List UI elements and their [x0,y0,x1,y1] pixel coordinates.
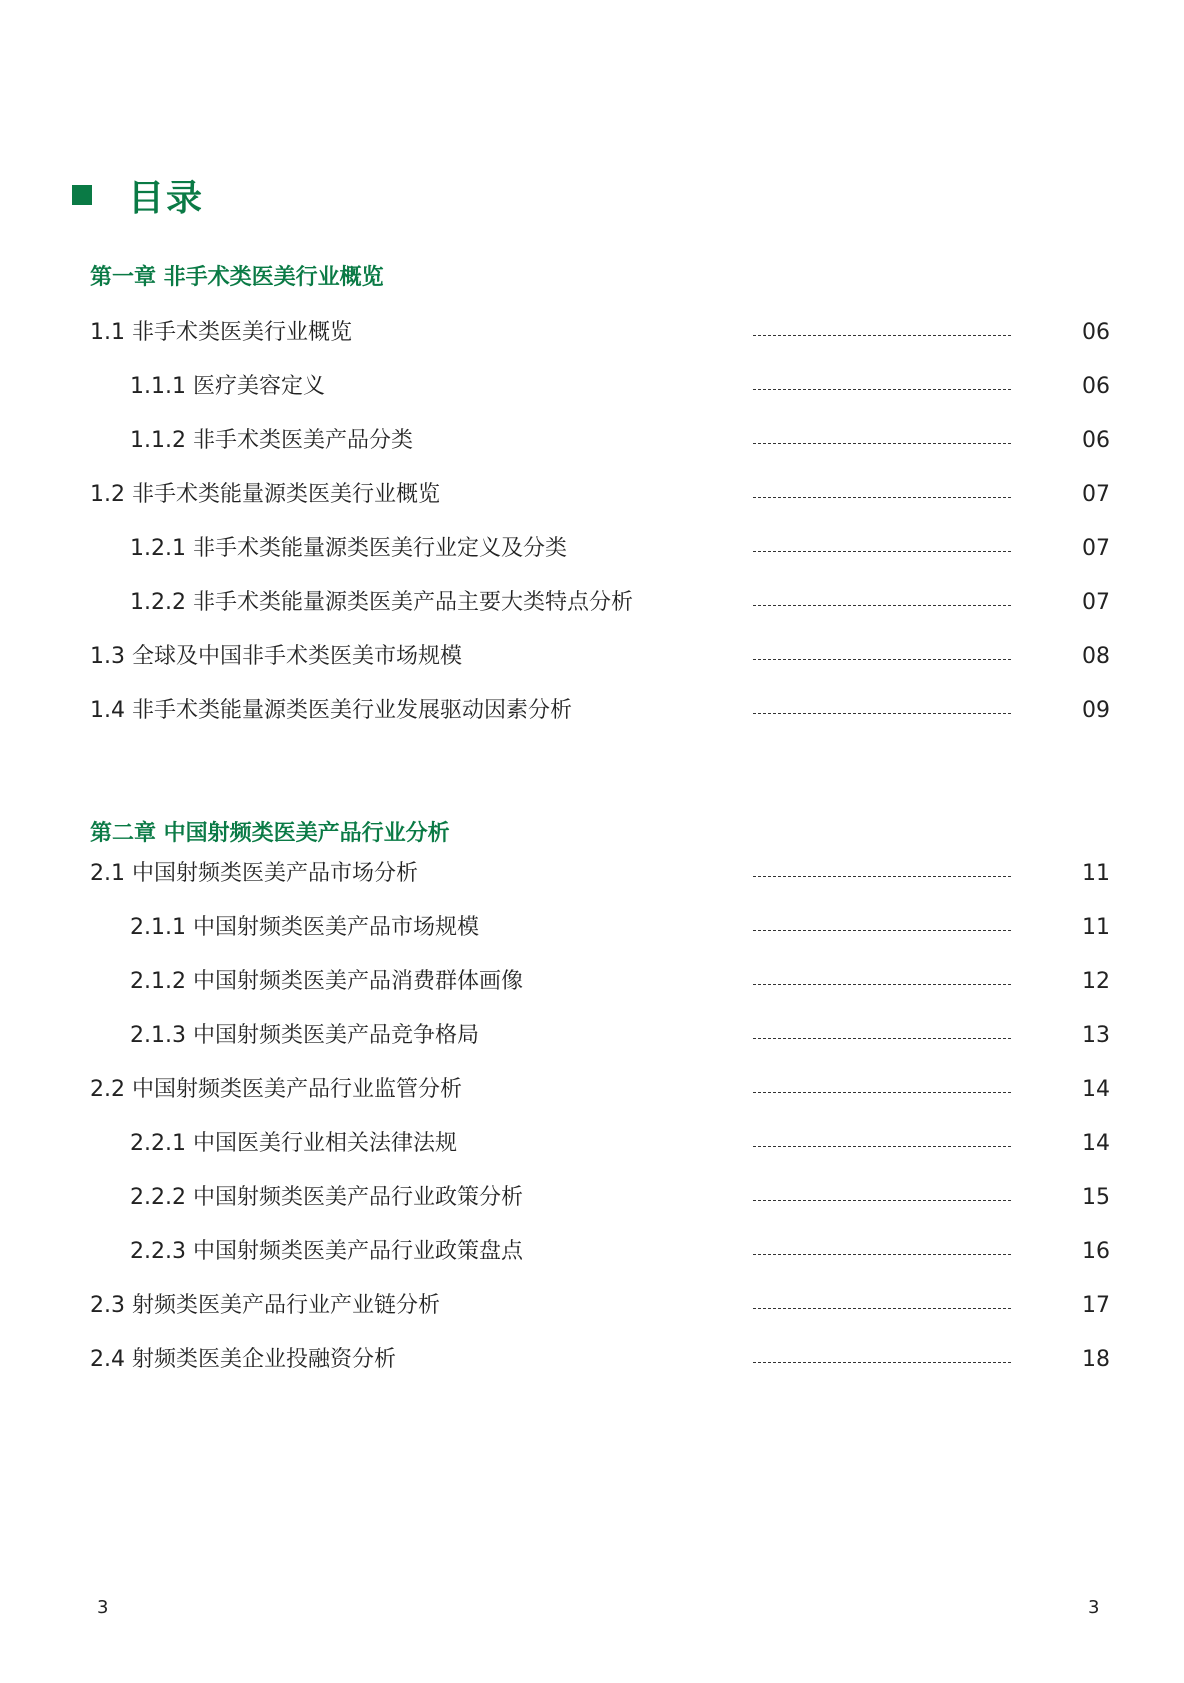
dot-leader [753,1005,1011,1039]
toc-entry-page: 12 [1082,969,1110,994]
toc-entry-label: 2.1 中国射频类医美产品市场分析 [90,861,418,886]
dot-leader [753,464,1011,498]
square-bullet-icon [72,185,92,205]
toc-entry[interactable] [0,1289,1184,1323]
toc-entry-label: 1.2.2 非手术类能量源类医美产品主要大类特点分析 [130,590,633,615]
dot-leader [753,518,1011,552]
toc-entry-page: 11 [1082,861,1110,886]
dot-leader [753,626,1011,660]
toc-entry[interactable] [0,857,1184,891]
toc-entry[interactable] [0,1181,1184,1215]
dot-leader [753,1329,1011,1363]
dot-leader [753,1059,1011,1093]
toc-entry-page: 14 [1082,1131,1110,1156]
toc-entry[interactable] [0,694,1184,728]
toc-entry-label: 1.2 非手术类能量源类医美行业概览 [90,482,440,507]
toc-entry-page: 06 [1082,374,1110,399]
toc-entry-label: 2.1.1 中国射频类医美产品市场规模 [130,915,479,940]
toc-entry[interactable] [0,532,1184,566]
chapter-heading-2: 第二章 中国射频类医美产品行业分析 [90,821,450,846]
toc-entry[interactable] [0,640,1184,674]
toc-entry[interactable] [0,1343,1184,1377]
toc-entry-label: 2.2 中国射频类医美产品行业监管分析 [90,1077,462,1102]
dot-leader [753,951,1011,985]
dot-leader [753,572,1011,606]
toc-entry-label: 1.4 非手术类能量源类医美行业发展驱动因素分析 [90,698,572,723]
toc-entry-page: 06 [1082,320,1110,345]
toc-entry-label: 2.2.2 中国射频类医美产品行业政策分析 [130,1185,523,1210]
dot-leader [753,1167,1011,1201]
toc-entry[interactable] [0,586,1184,620]
toc-entry-label: 2.1.2 中国射频类医美产品消费群体画像 [130,969,523,994]
toc-entry-label: 2.3 射频类医美产品行业产业链分析 [90,1293,440,1318]
toc-entry-page: 13 [1082,1023,1110,1048]
toc-entry[interactable] [0,1235,1184,1269]
dot-leader [753,843,1011,877]
toc-entry-page: 08 [1082,644,1110,669]
toc-entry-page: 07 [1082,536,1110,561]
toc-entry-page: 15 [1082,1185,1110,1210]
toc-entry[interactable] [0,1127,1184,1161]
dot-leader [753,897,1011,931]
toc-entry[interactable] [0,911,1184,945]
dot-leader [753,302,1011,336]
toc-entry-page: 07 [1082,482,1110,507]
toc-entry-page: 11 [1082,915,1110,940]
toc-entry[interactable] [0,965,1184,999]
toc-entry-label: 1.1.1 医疗美容定义 [130,374,325,399]
dot-leader [753,1113,1011,1147]
toc-entry-page: 17 [1082,1293,1110,1318]
toc-title-row [72,170,204,220]
dot-leader [753,680,1011,714]
toc-entry-label: 2.2.1 中国医美行业相关法律法规 [130,1131,457,1156]
toc-entry-label: 1.1.2 非手术类医美产品分类 [130,428,413,453]
toc-entry[interactable] [0,1073,1184,1107]
toc-entry-page: 06 [1082,428,1110,453]
toc-entry-label: 2.4 射频类医美企业投融资分析 [90,1347,396,1372]
toc-entry[interactable] [0,370,1184,404]
footer-page-number-left: 3 [97,1597,109,1618]
toc-entry[interactable] [0,1019,1184,1053]
toc-entry-page: 09 [1082,698,1110,723]
dot-leader [753,410,1011,444]
dot-leader [753,356,1011,390]
toc-entry-label: 1.2.1 非手术类能量源类医美行业定义及分类 [130,536,567,561]
toc-entry-label: 1.1 非手术类医美行业概览 [90,320,352,345]
toc-entry-page: 07 [1082,590,1110,615]
toc-entry-page: 16 [1082,1239,1110,1264]
toc-entry[interactable] [0,316,1184,350]
dot-leader [753,1275,1011,1309]
dot-leader [753,1221,1011,1255]
page-title: 目录 [128,177,205,219]
toc-entry-page: 18 [1082,1347,1110,1372]
toc-entry-label: 1.3 全球及中国非手术类医美市场规模 [90,644,462,669]
chapter-heading-1: 第一章 非手术类医美行业概览 [90,265,384,290]
footer-page-number-right: 3 [1088,1597,1100,1618]
toc-entry-label: 2.2.3 中国射频类医美产品行业政策盘点 [130,1239,523,1264]
toc-entry[interactable] [0,478,1184,512]
toc-entry[interactable] [0,424,1184,458]
toc-entry-label: 2.1.3 中国射频类医美产品竞争格局 [130,1023,479,1048]
toc-entry-page: 14 [1082,1077,1110,1102]
